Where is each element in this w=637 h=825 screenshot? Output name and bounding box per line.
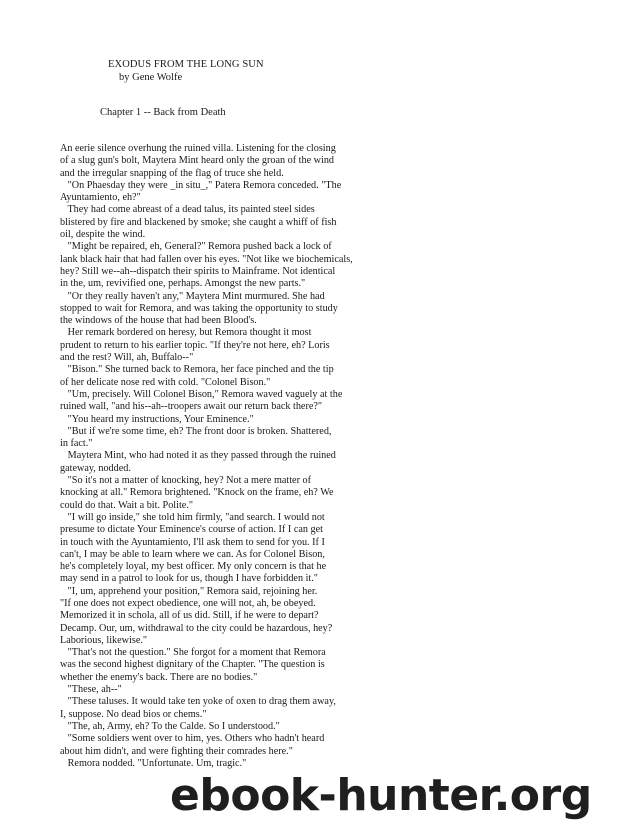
text-line: Decamp. Our, um, withdrawal to the city could be hazardous, hey? bbox=[60, 622, 333, 634]
text-line: "I will go inside," she told him firmly, "and search. I would not bbox=[60, 511, 325, 523]
text-line: prudent to return to his earlier topic. "If they're not here, eh? Loris bbox=[60, 339, 330, 351]
text-line: gateway, nodded. bbox=[60, 462, 131, 474]
text-line: "Or they really haven't any," Maytera Mint murmured. She had bbox=[60, 290, 325, 302]
text-line: "I, um, apprehend your position," Remora said, rejoining her. bbox=[60, 585, 318, 597]
text-line: blistered by fire and blackened by smoke; she caught a whiff of fish bbox=[60, 216, 337, 228]
watermark-text: ebook-hunter.org bbox=[170, 770, 592, 821]
book-title: EXODUS FROM THE LONG SUN bbox=[108, 59, 264, 70]
text-line: Maytera Mint, who had noted it as they passed through the ruined bbox=[60, 450, 336, 462]
text-line: could do that. Wait a bit. Polite." bbox=[60, 499, 194, 511]
text-line: "You heard my instructions, Your Eminence." bbox=[60, 413, 254, 425]
text-line: of her delicate nose red with cold. "Colonel Bison." bbox=[60, 376, 271, 388]
text-line: ruined wall, "and his--ah--troopers await our return back there?" bbox=[60, 401, 323, 413]
body-text bbox=[60, 143, 360, 770]
text-line: "These taluses. It would take ten yoke of oxen to drag them away, bbox=[60, 696, 336, 708]
text-line: about him didn't, and were fighting their comrades here." bbox=[60, 745, 293, 757]
text-line: I, suppose. No dead bios or chems." bbox=[60, 708, 207, 720]
text-line: was the second highest dignitary of the Chapter. "The question is bbox=[60, 659, 325, 671]
text-line: "Might be repaired, eh, General?" Remora pushed back a lock of bbox=[60, 241, 332, 253]
text-line: "That's not the question." She forgot for a moment that Remora bbox=[60, 647, 326, 659]
text-line: lank black hair that had fallen over his eyes. "Not like we biochemicals, bbox=[60, 253, 353, 265]
text-line: he's completely loyal, my best officer. My only concern is that he bbox=[60, 561, 327, 573]
text-line: "Bison." She turned back to Remora, her face pinched and the tip bbox=[60, 364, 334, 376]
text-line: can't, I may be able to learn where we can. As for Colonel Bison, bbox=[60, 548, 325, 560]
text-line: "If one does not expect obedience, one will not, ah, be obeyed. bbox=[60, 597, 316, 609]
text-line: "Some soldiers went over to him, yes. Others who hadn't heard bbox=[60, 733, 325, 745]
text-line: "But if we're some time, eh? The front door is broken. Shattered, bbox=[60, 425, 332, 437]
text-line: Ayuntamiento, eh?" bbox=[60, 192, 141, 204]
text-line: "So it's not a matter of knocking, hey? Not a mere matter of bbox=[60, 475, 311, 487]
text-line: of a slug gun's bolt, Maytera Mint heard only the groan of the wind bbox=[60, 155, 335, 167]
text-line: Remora nodded. "Unfortunate. Um, tragic." bbox=[60, 757, 247, 769]
text-line: in touch with the Ayuntamiento, I'll ask them to send for you. If I bbox=[60, 536, 325, 548]
text-line: whether the enemy's back. There are no bodies." bbox=[60, 671, 258, 683]
text-line: hey? Still we--ah--dispatch their spirits to Mainframe. Not identical bbox=[60, 265, 336, 277]
text-line: Her remark bordered on heresy, but Remora thought it most bbox=[60, 327, 312, 339]
text-line: in the, um, revivified one, perhaps. Amongst the new parts." bbox=[60, 278, 306, 290]
text-line: may send in a patrol to look for us, though I have forbidden it." bbox=[60, 573, 318, 585]
text-line: in fact." bbox=[60, 438, 93, 450]
text-line: presume to dictate Your Eminence's course of action. If I can get bbox=[60, 524, 323, 536]
text-line: knocking at all." Remora brightened. "Knock on the frame, eh? We bbox=[60, 487, 334, 499]
text-line: Memorized it in schola, all of us did. Still, if he were to depart? bbox=[60, 610, 319, 622]
text-line: stopped to wait for Remora, and was taking the opportunity to study bbox=[60, 302, 338, 314]
text-line: "On Phaesday they were _in situ_," Patera Remora conceded. "The bbox=[60, 179, 342, 191]
text-line: the windows of the house that had been Blood's. bbox=[60, 315, 257, 327]
text-line: An eerie silence overhung the ruined villa. Listening for the closing bbox=[60, 143, 336, 154]
text-line: and the rest? Will, ah, Buffalo--" bbox=[60, 352, 194, 364]
text-line: "These, ah--" bbox=[60, 684, 122, 696]
text-line: "The, ah, Army, eh? To the Calde. So I understood." bbox=[60, 720, 280, 732]
text-line: Laborious, likewise." bbox=[60, 634, 148, 646]
text-line: "Um, precisely. Will Colonel Bison," Remora waved vaguely at the bbox=[60, 388, 343, 400]
book-author: by Gene Wolfe bbox=[119, 72, 183, 83]
text-line: oil, despite the wind. bbox=[60, 229, 146, 241]
text-line: and the irregular snapping of the flag of truce she held. bbox=[60, 167, 284, 179]
text-line: They had come abreast of a dead talus, its painted steel sides bbox=[60, 204, 315, 216]
chapter-heading: Chapter 1 -- Back from Death bbox=[100, 107, 226, 118]
